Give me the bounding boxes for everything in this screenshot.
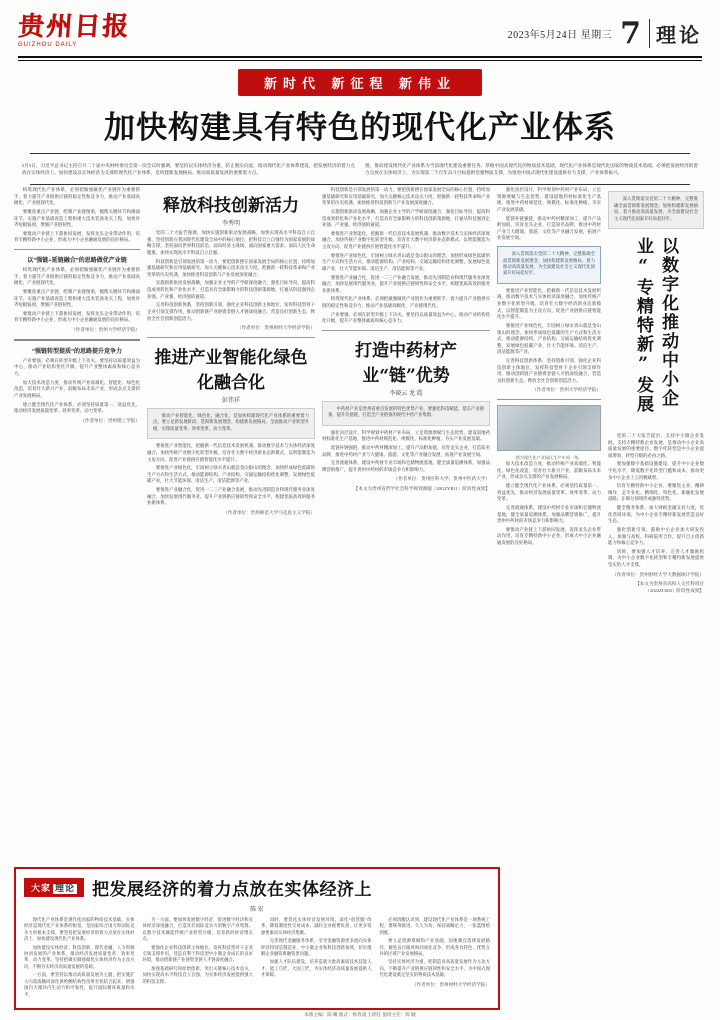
col-c-p1: 科技创新是引领发展的第一动力，要把创新摆在国家发展全局的核心位置，持续加强基础研究和应用基础研究，加大关键核心技术攻关力度，把握新一轮科技革命和产业变革的历史机遇，加快推进科技创新与产业发展深度融合。: [322, 187, 490, 206]
featured-badge: [24, 878, 84, 897]
masthead-right: [507, 16, 702, 51]
highlight-box: [497, 246, 601, 284]
col-c-p7: 产业要强，必须在转型升级上下功夫。要坚持以质量效益为中心，推动产业结构优化升级，提升产业整体素质和核心竞争力。: [322, 311, 490, 324]
article-5-body: [14, 358, 140, 425]
article-3-body: [322, 430, 490, 493]
col-a-rule-1: [14, 249, 140, 250]
featured-c4-p2: 要立足资源禀赋和产业基础，因地制宜选择发展路径，避免盲目跟风和同质化竞争，形成各具特色、优势互补的区域产业发展格局。: [379, 938, 490, 956]
article-4-body: [14, 267, 140, 334]
article-5-p1: 产业要强，必须在转型升级上下功夫。要坚持以质量效益为中心，推动产业结构优化升级，提升产业整体素质和核心竞争力。: [14, 357, 140, 377]
publication-date: 2023年5月24日 星期三: [507, 30, 613, 41]
vertical-article-p4: 健全服务体系，加大财税金融支持力度，优化营商环境，为中小企业专精特新发展营造良好生态。: [608, 505, 704, 524]
banner-wrap: [14, 69, 706, 96]
article-5-p3: 建立健全现代化产业体系，必须坚持质量第一、效益优先，推动经济发展质量变革、效率变革、动力变革。: [14, 401, 140, 414]
col-a-intro-p3: 要推动产业链上下游协同发展，发挥龙头企业带动作用，培育专精特新中小企业，形成大中小企业融通发展的良好格局。: [14, 230, 140, 243]
masthead-rule: [18, 56, 702, 58]
campaign-banner: 新时代 新征程 新伟业: [238, 69, 482, 96]
featured-col-2: [143, 917, 254, 1000]
page-footer-credit: 本版主编：陈 曦 版式：杨春凌 王朗任 值班主任：陈 毓: [304, 1012, 416, 1017]
article-2-byline: 彭伟祥: [221, 398, 240, 405]
featured-article-source: （作者单位：贵州财经大学经济学院）: [411, 981, 490, 987]
col-d-p4: 要推进产业绿色化，牢固树立绿水青山就是金山银山的理念，加快形成绿色低碳的生产方式和生活方式，推动能源结构、产业结构、交通运输结构优化调整，发展绿色低碳产业，壮大节能环保、清洁生产、清洁能源等产业。: [497, 322, 601, 355]
vertical-article-body: [608, 433, 704, 595]
article-3-title: 打造中药材产业“链”优势: [355, 340, 457, 386]
page-headline: 加快构建具有特色的现代化产业体系: [104, 110, 616, 146]
featured-article: [14, 867, 500, 1010]
featured-article-title: 把发展经济的着力点放在实体经济上: [92, 879, 373, 900]
article-photo-caption: 图为现代化产业园区生产车间一角。: [515, 455, 583, 461]
article-2-p3: 要推进产业融合化，促进一二三产业融合发展，推动先进制造业和现代服务业深度融合，加快发展现代服务业，提升产业链供应链韧性和安全水平，构建优质高效的服务业新体系。: [147, 487, 315, 506]
col-d-p8: 完善流通体系，建设中药材专业市场和仓储物流基地，健全质量追溯体系，加强品牌营销推广，提升贵州中药材的市场竞争力和影响力。: [497, 504, 601, 524]
col-d-bottom: [497, 461, 601, 546]
article-2-source: （作者单位：贵州师范大学马克思主义学院）: [223, 509, 315, 515]
featured-col-3: [261, 917, 372, 1000]
col-d-p2: 延链补链强链，推动中药材精深加工，提升产品附加值，培育龙头企业，打造知名品牌，推进中药材产业与大健康、旅游、文化等产业融合发展，拓展产业发展空间。: [497, 215, 601, 241]
col-c-p5: 要推进产业融合化，促进一二三产业融合发展，推动先进制造业和现代服务业深度融合，加快发展现代服务业，提升产业链供应链韧性和安全水平，构建优质高效的服务业新体系。: [322, 274, 490, 293]
featured-c4-p1: 必须清醒认识到，建设现代化产业体系是一项系统工程，要统筹推进，久久为功，保持战略定力，一张蓝图绘到底。: [379, 916, 490, 935]
featured-c3-p1: 同时，要优化实体经济发展环境，深化“放管服”改革，降低制度性交易成本，减轻企业税费负担，让更多资源要素向实体经济集聚。: [261, 916, 372, 935]
column-e: [608, 187, 704, 595]
featured-col-4: [380, 917, 491, 1000]
lead-col-2: [365, 162, 698, 178]
article-3-footnote: 【本文为贵州省哲学社会科学规划课题（20GZYB11）阶段性成果】: [353, 486, 490, 492]
article-photo: [497, 405, 601, 451]
featured-article-columns: [24, 917, 490, 1000]
article-4-title: 以“强链+延链融合”的思路做优产业链: [27, 258, 127, 265]
column-d: [497, 187, 601, 595]
article-3-p1: 强化顶层设计，科学规划中药材产业布局，立足资源禀赋与生态优势，建设道地药材标准化生产基地，推进中药材规范化、规模化、标准化种植，夯实产业发展基础。: [322, 429, 490, 442]
lead-rule: [30, 184, 690, 185]
col-c-p4: 要推进产业绿色化，牢固树立绿水青山就是金山银山的理念，加快形成绿色低碳的生产方式和生活方式，推动能源结构、产业结构、交通运输结构优化调整，发展绿色低碳产业，壮大节能环保、清洁生产、清洁能源等产业。: [322, 252, 490, 271]
article-1-p4: 完善科技创新体系，坚持创新引领，强化企业科技创新主体地位，发挥科技型骨干企业引领支撑作用，推动创新链产业链资金链人才链深度融合，营造良好创新生态，释放全社会创新创造活力。: [147, 302, 315, 321]
article-5-source: （作者单位：贵州理工学院）: [80, 417, 140, 423]
article-1-title: 释放科技创新活力: [163, 196, 299, 217]
col-a-intro: [14, 187, 140, 244]
vertical-article-p2: 要加强数字基础设施建设，提升中小企业数字化水平，降低数字化转型门槛和成本，推动更多中小企业上云用数赋智。: [608, 461, 704, 480]
vertical-article-topbox: [608, 191, 704, 229]
featured-col-1: [24, 917, 135, 1000]
logo-text: 贵州日报: [16, 12, 132, 42]
col-d-source: （作者单位：贵州大学经济学院）: [532, 387, 601, 393]
article-3-source: （作者单位：贵州医科大学；贵州中医药大学）: [393, 476, 490, 482]
article-3-quote-text: 中药材产业是贵州省重点发展的特色优势产业，要强化科技赋能，延长产业链条，提升价值链，打造全产业链条的现代中药产业集群。: [328, 405, 484, 418]
article-2-quote: [147, 408, 315, 439]
newspaper-logo: [18, 14, 130, 48]
col-d-top: [497, 187, 601, 242]
col-a-intro-p2: 要聚焦重点产业链，绘制产业链图谱，梳理关键环节和薄弱环节，实施产业基础再造工程和重大技术装备攻关工程，加快补齐短板弱项，增强产业链韧性。: [14, 209, 140, 228]
vertical-article-topbox-text: 深入贯彻落实党的二十大精神，完整准确全面贯彻新发展理念，加快构建新发展格局，着力推动高质量发展，为全面建设社会主义现代化国家开好局起好步。: [614, 196, 698, 221]
col-d-rule: [497, 399, 601, 400]
featured-c1-p3: 一方面，要坚持以推动高质量发展为主题，把实施扩大内需战略同深化供给侧结构性改革有机结合起来，增强国内大循环内生动力和可靠性，提升国际循环质量和水平。: [24, 972, 135, 997]
article-3-p2: 延链补链强链，推动中药材精深加工，提升产品附加值，培育龙头企业，打造知名品牌，推进中药材产业与大健康、旅游、文化等产业融合发展，拓展产业发展空间。: [322, 444, 490, 457]
lead-text-2: 理，推动建设现代化产业体系为当前现代化建设重要任务。厚植中国式现代化的物质技术基础，现代化产业体系是现代化国家的物质技术基础，必须把发展经济的着力点放在实体经济上，为实现第二个百年奋斗目标提供坚强物质支撑，为推进中国式现代化建设提供有力支撑，产业体系振兴。: [365, 163, 698, 176]
column-b: [147, 187, 315, 595]
logo-subtext: GUIZHOU DAILY: [18, 42, 78, 48]
lead-col-1: [22, 162, 355, 178]
featured-article-byline: 陈 宏: [250, 906, 264, 913]
col-d-p6: 加大技术改造力度，推动传统产业高端化、智能化、绿色化改造，培育壮大新兴产业，前瞻布局未来产业，形成多点支撑的产业发展格局。: [497, 461, 601, 480]
article-1-p1: 党的二十大报告强调，加快实施创新驱动发展战略。加快实现高水平科技自立自强，坚持创新在我国现代化建设全局中的核心地位，把科技自立自强作为国家发展的战略支撑，坚持面向世界科技前沿、面向经济主战场、面向国家重大需求、面向人民生命健康，加快实现高水平科技自立自强。: [147, 230, 315, 256]
article-2-title: 推进产业智能化绿色化融合化: [154, 348, 308, 394]
vertical-article-p1: 党的二十大报告提出，支持中小微企业发展。支持专精特新企业发展，是推动中小企业高质量发展的重要途径。数字化转型是中小企业提质增效、转型升级的必由之路。: [608, 432, 704, 458]
col-a-intro-p1: 构筑现代化产业体系，必须把做强做优产业链作为重要抓手，着力提升产业链供应链的稳定性和竞争力，推动产业基础高级化、产业链现代化。: [14, 187, 140, 206]
article-3-p3: 完善流通体系，建设中药材专业市场和仓储物流基地，健全质量追溯体系，加强品牌营销推广，提升贵州中药材的市场竞争力和影响力。: [322, 460, 490, 472]
article-2-body: [147, 443, 315, 516]
lead-text-1: 5月5日，习近平总书记主持召开二十届中央财经委员会第一次会议时强调，要坚持以实体经济为重，防止脱实向虚，推动现代化产业体系建设，把发展经济的着力点放在实体经济上。加快建设以实体经济为支撑的现代化产业体系，是构建新发展格局、推动高质量发展的重要着力点。: [22, 163, 355, 176]
col-c-p2: 实施创新驱动发展战略，加强企业主导的产学研深度融合，强化目标导向，提高科技成果转化和产业化水平，打造具有全球影响力的科技创新策源地，打通从科技强到企业强、产业强、经济强的通道。: [322, 209, 490, 228]
col-d-p1: 强化顶层设计，科学规划中药材产业布局，立足资源禀赋与生态优势，建设道地药材标准化生产基地，推进中药材规范化、规模化、标准化种植，夯实产业发展基础。: [497, 187, 601, 213]
col-d-p9: 要推动产业链上下游协同发展，发挥龙头企业带动作用，培育专精特新中小企业，形成大中小企业融通发展的良好格局。: [497, 526, 601, 545]
masthead: [14, 0, 706, 54]
featured-c2-p3: 加强基础研究和原始创新，突出关键核心技术攻关，加快实现高水平科技自立自强，为实体经济发展提供强大的科技支撑。: [142, 965, 253, 984]
featured-c4-p3: 坚持实体经济为重，把制造业高质量发展作为主攻方向，不断提升产业链供应链韧性和安全水平，为中国式现代化建设奠定坚实的物质技术基础。: [379, 959, 490, 978]
article-2-p1: 要推进产业智能化，把握新一代信息技术发展机遇，推动数字技术与实体经济深度融合，加快传统产业数字化转型升级，培育壮大数字经济新业态新模式，以智能制造为主攻方向，促进产业链供应链智能化水平提升。: [147, 443, 315, 462]
main-grid: [14, 187, 706, 595]
article-4-p3: 要推动产业链上下游协同发展，发挥龙头企业带动作用，培育专精特新中小企业，形成大中小企业融通发展的良好格局。: [14, 310, 140, 323]
col-d-mid: [497, 288, 601, 394]
highlight-box-text: 深入贯彻落实党的二十大精神，完整准确全面贯彻新发展理念，加快构建新发展格局，着力推动高质量发展，为全面建设社会主义现代化国家开好局起好步。: [503, 251, 595, 276]
vertical-article-p3: 培育专精特新中小企业，要聚焦主业、精耕细作，走专业化、精细化、特色化、新颖化发展道路，在细分领域形成独特优势。: [608, 483, 704, 502]
featured-c2-p1: 另一方面，要加快发展数字经济，促进数字经济和实体经济深度融合，打造具有国际竞争力的数字产业集群。以数字技术赋能传统产业转型升级，培育新的经济增长点。: [142, 916, 253, 942]
vertical-article-p6: 同时，要加强人才培养，完善人才激励机制，为中小企业数字化转型和专精特新发展提供坚实的人才支撑。: [608, 548, 704, 567]
masthead-rule-secondary: [18, 60, 702, 61]
featured-badge-left: 大家: [31, 883, 52, 894]
col-c-p3: 要推进产业智能化，把握新一代信息技术发展机遇，推动数字技术与实体经济深度融合，加快传统产业数字化转型升级，培育壮大数字经济新业态新模式，以智能制造为主攻方向，促进产业链供应链智能化水平提升。: [322, 230, 490, 250]
article-1-p2: 科技创新是引领发展的第一动力，要把创新摆在国家发展全局的核心位置，持续加强基础研究和应用基础研究，加大关键核心技术攻关力度，把握新一轮科技革命和产业变革的历史机遇，加快推进科技创新与产业发展深度融合。: [147, 258, 315, 277]
col-c-rule: [322, 330, 490, 331]
article-2-p2: 要推进产业绿色化，牢固树立绿水青山就是金山银山的理念，加快形成绿色低碳的生产方式和生活方式，推动能源结构、产业结构、交通运输结构优化调整，发展绿色低碳产业，壮大节能环保、清洁生产、清洁能源等产业。: [147, 465, 315, 484]
article-1-byline: 李秀明: [221, 221, 240, 228]
article-1-body: [147, 230, 315, 332]
col-d-p5: 完善科技创新体系，坚持创新引领，强化企业科技创新主体地位，发挥科技型骨干企业引领支撑作用，推动创新链产业链资金链人才链深度融合，营造良好创新生态，释放全社会创新创造活力。: [497, 357, 601, 383]
section-title: 理论: [649, 19, 702, 48]
article-2-quote-text: 推动产业智能化、绿色化、融合化，是加快构建现代化产业体系的重要着力点，要立足新发展阶段、贯彻新发展理念、构建新发展格局，全面推动产业转型升级，实现质量变革、效率变革、动力变革。: [153, 413, 309, 431]
vertical-article-title: 以数字化推动中小企业“专精特新”发展: [633, 236, 678, 414]
vertical-article-source: （作者单位：贵州财经大学大数据统计学院）: [612, 571, 704, 577]
featured-article-header: [24, 875, 490, 900]
article-1-p3: 实施创新驱动发展战略，加强企业主导的产学研深度融合，强化目标导向，提高科技成果转化和产业化水平，打造具有全球影响力的科技创新策源地，打通从科技强到企业强、产业强、经济强的通道。: [147, 280, 315, 299]
column-a: [14, 187, 140, 595]
article-4-p1: 构筑现代化产业体系，必须把做强做优产业链作为重要抓手，着力提升产业链供应链的稳定性和竞争力，推动产业基础高级化、产业链现代化。: [14, 267, 140, 286]
article-4-p2: 要聚焦重点产业链，绘制产业链图谱，梳理关键环节和薄弱环节，实施产业基础再造工程和重大技术装备攻关工程，加快补齐短板弱项，增强产业链韧性。: [14, 288, 140, 308]
vertical-article-footnote: 【本文为贵州省高校人文社科项目（2022ZC004）阶段性成果】: [635, 581, 704, 594]
column-b-rule: [147, 337, 315, 338]
featured-c1-p2: 加快建设实体经济、科技创新、现代金融、人力资源协同发展的产业体系，推动经济发展质量变革、效率变革、动力变革。坚持把做实做强做优实体经济作为主攻方向，不断夯实经济高质量发展的基础。: [24, 944, 135, 969]
article-3-byline: 李晓云 龙 霞: [389, 390, 423, 397]
col-a-rule-2: [14, 339, 140, 341]
article-3-quote: [322, 401, 490, 426]
article-4-source: （作者单位：贵州大学经济学院）: [71, 326, 140, 332]
featured-c3-p2: 完善现代金融服务体系，引导金融资源更多流向实体经济特别是制造业、中小微企业和科技创新领域，切实缓解企业融资难融资贵问题。: [261, 938, 372, 956]
lead-block: [22, 162, 698, 178]
col-d-p7: 建立健全现代化产业体系，必须坚持质量第一、效益优先，推动经济发展质量变革、效率变革、动力变革。: [497, 483, 601, 502]
column-c: [322, 187, 490, 595]
featured-badge-right: 理论: [55, 883, 76, 894]
headline-rule: [30, 153, 690, 154]
col-c-top-body: [322, 187, 490, 325]
featured-c3-p3: 加强人才队伍建设，培养造就大批高素质技术技能人才、能工巧匠、大国工匠，为实体经济高质量发展提供人才保障。: [261, 959, 372, 978]
vertical-article-p5: 强化创新引领，鼓励中小企业加大研发投入，加强与高校、科研院所合作，提升自主创新能力和核心竞争力。: [608, 526, 704, 546]
article-5-p2: 加大技术改造力度，推动传统产业高端化、智能化、绿色化改造，培育壮大新兴产业，前瞻布局未来产业，形成多点支撑的产业发展格局。: [14, 379, 140, 398]
article-5-title: “强链转型提质”的思路提升竞争力: [31, 348, 122, 355]
article-1-source: （作者单位：贵州财经大学经济学院）: [236, 325, 315, 331]
col-c-p6: 构筑现代化产业体系，必须把做强做优产业链作为重要抓手，着力提升产业链供应链的稳定性和竞争力，推动产业基础高级化、产业链现代化。: [322, 296, 490, 308]
col-d-p3: 要推进产业智能化，把握新一代信息技术发展机遇，推动数字技术与实体经济深度融合，加快传统产业数字化转型升级，培育壮大数字经济新业态新模式，以智能制造为主攻方向，促进产业链供应链智能化水平提升。: [497, 287, 601, 320]
page-number: 7: [620, 16, 641, 51]
featured-c1-p1: 现代化产业体系是现代化国家的物质技术基础。实体经济是现代化产业体系的根基，是国家综合国力和国际竞争力的根本支撑。要坚持把发展经济的着力点放在实体经济上，加快建设现代化产业体系。: [24, 916, 135, 942]
featured-c2-p2: 要强化企业科技创新主体地位，发挥科技型骨干企业引领支撑作用，营造有利于科技型中小微企业成长的良好环境，推动创新链产业链资金链人才链深度融合。: [142, 944, 253, 963]
